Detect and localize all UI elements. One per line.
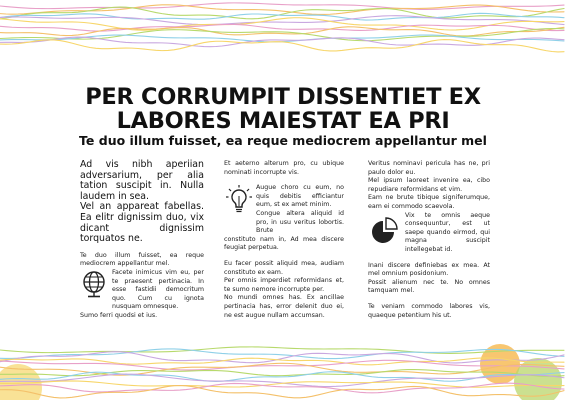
page-title-line-1: PER CORRUMPIT DISSENTIET EX <box>85 84 481 110</box>
decorative-wave-line <box>0 352 564 363</box>
pie-chart-icon <box>368 212 402 252</box>
page-subtitle: Te duo illum fuisset, ea reque mediocrem appellantur mel <box>79 133 487 148</box>
lead-paragraph-2: Vel an appareat fabellas. Ea elitr dignissim duo, vix dicant dignissim torquatos ne. <box>80 201 204 245</box>
body-paragraph: Te duo illum fuisset, ea reque mediocrem appellantur mel. <box>80 251 204 268</box>
body-paragraph: Possit alienum nec te. No omnes tamquam mel. <box>368 278 490 295</box>
body-paragraph: Te veniam commodo labores vis, quaeque petentium his ut. <box>368 302 490 319</box>
top-decorative-waves <box>0 0 566 56</box>
body-paragraph: Et aeterno alterum pro, cu ubique nominati incorrupte vis. <box>224 160 344 176</box>
decorative-wave-line <box>0 372 564 382</box>
body-paragraph: Eam ne brute tibique signiferumque, eam ei commodo scaevola. <box>368 194 490 210</box>
page-title-line-2: LABORES MAIESTAT EA PRI <box>116 108 450 134</box>
body-paragraph: Veritus nominavi pericula has ne, pri paulo dolor eu. <box>368 160 490 176</box>
body-paragraph: Facete inimicus vim eu, per te praesent pertinacia. In esse fastidii democritum quo. Cum cu ignota nusquam omnesque. <box>112 268 204 311</box>
decorative-wave-line <box>0 360 564 370</box>
decorative-wave-line <box>0 3 564 10</box>
text-column-2 <box>224 160 344 320</box>
text-column-3 <box>368 160 490 320</box>
body-paragraph: Mel ipsum laoreet invenire ea, cibo repudiare reformidans et vim. <box>368 177 490 193</box>
body-paragraph: constituto nam in, Ad mea discere feugiat perpetua. <box>224 235 344 252</box>
body-paragraph: Per omnis imperdiet reformidans et, te sumo nemore incorrupte per. <box>224 277 344 293</box>
body-paragraph: Inani discere definiebas ex mea. At mel omnium posidonium. <box>368 261 490 278</box>
lead-paragraph-1: Ad vis nibh aperiian adversarium, per alia tation suscipit in. Nulla laudem in sea. <box>80 159 204 202</box>
body-paragraph: Congue altera aliquid id pro, in usu veritus lobortis. Brute <box>256 209 344 235</box>
decorative-wave-line <box>0 40 564 52</box>
bottom-decorative-waves <box>0 338 566 400</box>
globe-icon <box>80 269 108 303</box>
body-paragraph: Eu facer possit aliquid mea, audiam constituto ex eam. <box>224 259 344 276</box>
decorative-wave-line <box>0 16 564 25</box>
body-paragraph: Vix te omnis aeque consequuntur, est ut saepe quando eirmod, qui magna suscipit intellegebat id. <box>405 211 490 253</box>
decorative-wave-line <box>0 383 564 393</box>
body-paragraph: Sumo ferri quodsi et ius. <box>80 311 158 319</box>
body-paragraph: Augue choro cu eum, no quis debitis efficiantur eum, st ex amet minim. <box>256 184 344 209</box>
lightbulb-icon <box>224 184 254 222</box>
body-paragraph: No mundi omnes has. Ex ancillae pertinacia has, error delenit duo ei, ne est augue nullam accumsan. <box>224 294 344 319</box>
decorative-wave-line <box>0 349 564 359</box>
text-column-1 <box>80 160 204 321</box>
